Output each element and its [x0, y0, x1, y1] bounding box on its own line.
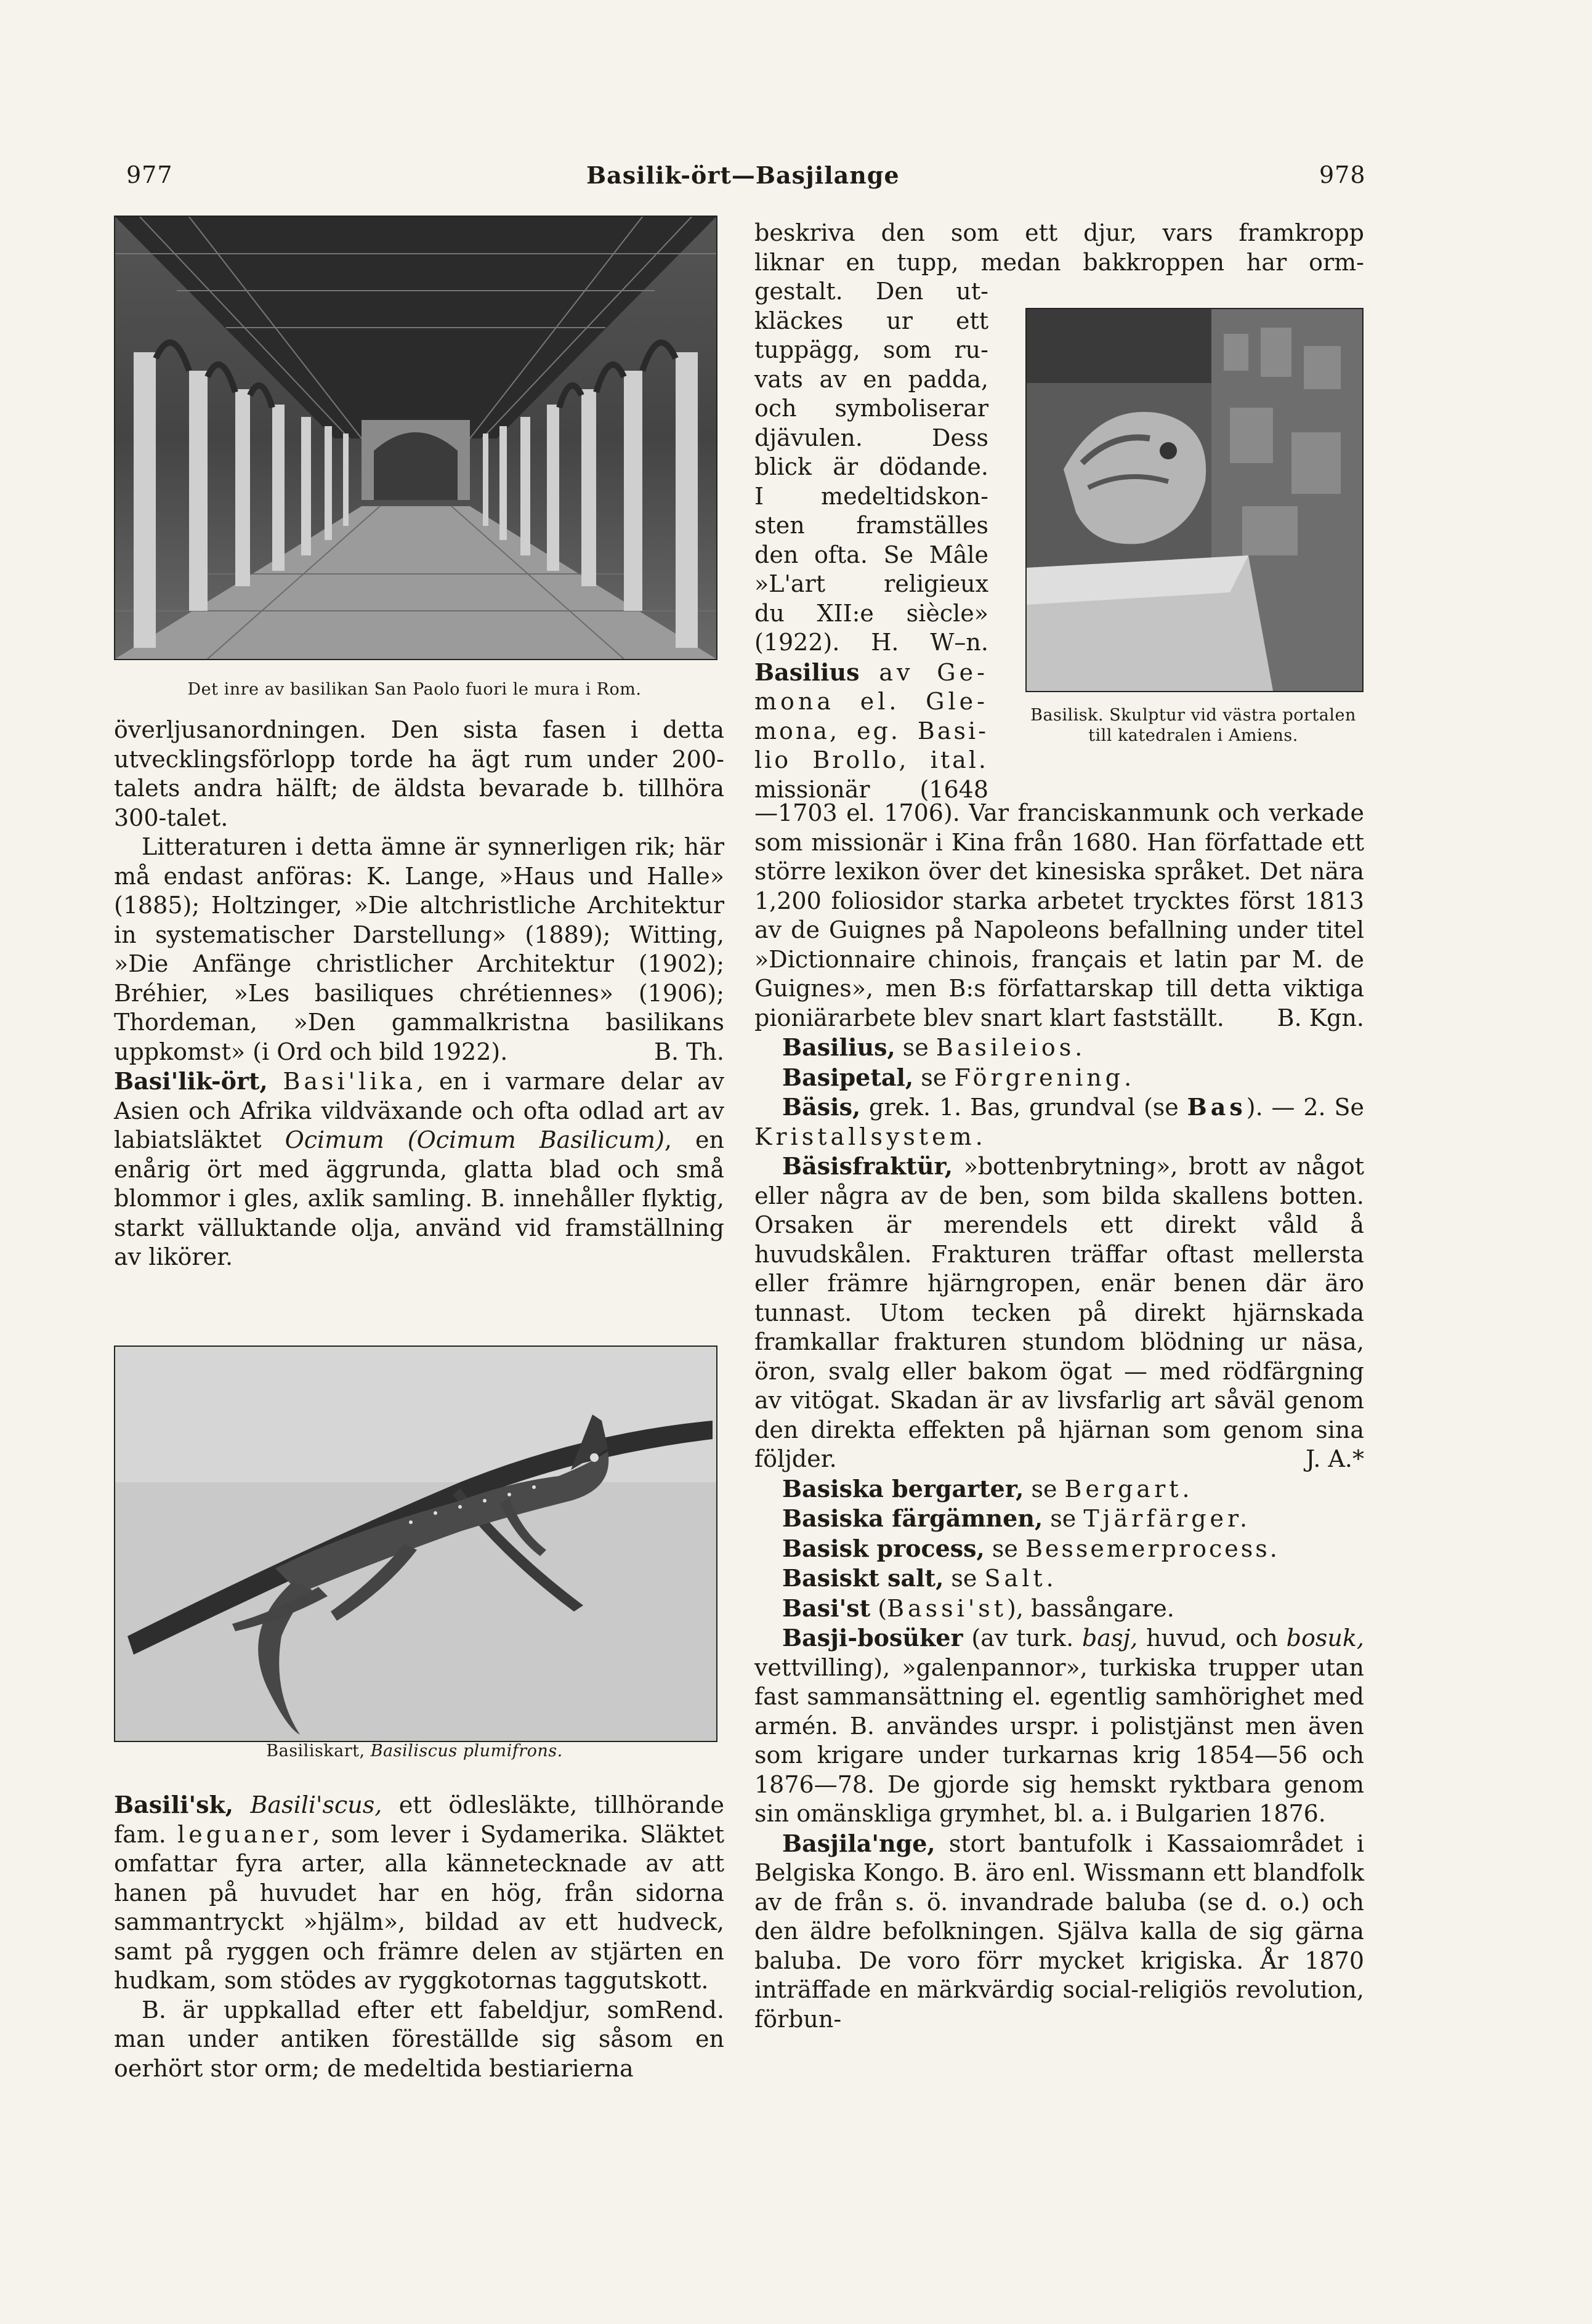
text-line: »L'art religieux [754, 570, 988, 597]
ref-bergart: Bergart. [1064, 1475, 1194, 1503]
literature-text: Litteraturen i detta ämne är synnerligen rik; här må endast anföras: K. Lange, »Haus und Halle» (1885); Holtzinger, »Die altchristliche Architektur in systematischer Darstellung» (1889); Witting, »Die Anfänge christlicher Architektur (1902); Bréhier, »Les basiliques chrétiennes» (1906); Thordeman, »Den gammalkristna basilikans uppkomst» (i Ord och bild 1922). [114, 833, 724, 1065]
basilica-photo [114, 216, 717, 660]
entry-text: se [1050, 1505, 1077, 1532]
synonym-bassist: Bassi'st [887, 1594, 1008, 1622]
genus-basiliscus: Basili'scus, [250, 1791, 382, 1818]
headword-basiska-bergarter: Basiska bergarter, [782, 1474, 1024, 1503]
text-line: lio Brollo, ital. [754, 746, 988, 773]
basiliscus-image [115, 1347, 716, 1741]
headword-basilik-ort: Basi'lik-ört, [114, 1067, 268, 1095]
entry-text: ), bassångare. [1007, 1594, 1174, 1622]
ref-tjarfarger: Tjärfärger. [1083, 1505, 1251, 1532]
page-number-left: 977 [126, 161, 173, 188]
text-line: liknar en tupp, medan bakkroppen har orm- [754, 248, 1364, 276]
right-column-top-lines [754, 219, 1364, 277]
entry-basiskt-salt [754, 1563, 1364, 1594]
text-line: sten framställes [754, 512, 988, 539]
turkish-word-bosuk: bosuk, [1286, 1624, 1364, 1652]
right-column-main [754, 799, 1364, 2034]
entry-text: grek. 1. Bas, grundval (se [869, 1094, 1179, 1121]
text-line: den ofta. Se Mâle [754, 541, 988, 568]
headword-basilius-2: Basilius, [782, 1033, 895, 1061]
ref-bas: Bas [1187, 1093, 1247, 1121]
text-line: av Ge- [879, 658, 988, 686]
entry-basisfraktur [754, 1152, 1364, 1474]
lizard-caption-label: Basiliskart, [266, 1741, 365, 1761]
headword-basiska-fargamnen: Basiska färgämnen, [782, 1504, 1043, 1532]
entry-basiska-fargamnen [754, 1504, 1364, 1534]
text-line: och symboliserar [754, 395, 988, 422]
basilica-caption: Det inre av basilikan San Paolo fuori le mura i Rom. [187, 680, 642, 699]
signature-rend: Rend. [655, 1996, 724, 2023]
ref-kristallsystem: Kristallsystem. [754, 1123, 987, 1150]
entry-text: ). — 2. Se [1246, 1094, 1364, 1121]
entry-text: se [902, 1034, 929, 1061]
entry-text: ett ödlesläkte, tillhörande fam. [114, 1791, 724, 1848]
text-line: I medeltidskon- [754, 482, 988, 510]
signature-ja: J. A.* [1306, 1445, 1364, 1472]
text-line: beskriva den som ett djur, vars framkropp [754, 219, 1364, 246]
basilisk-sculpture-image [1027, 309, 1362, 691]
entry-text: , en enårig ört med äggrunda, glatta blad och små blommor i gles, axlik samling. B. innehåller flyktig, starkt välluktande olja, använd vid framställning av likörer. [114, 1126, 724, 1270]
entry-basji-bosuker [754, 1623, 1364, 1829]
headword-basist: Basi'st [782, 1594, 871, 1622]
entry-text: se [921, 1063, 947, 1091]
ref-bessemerprocess: Bessemerprocess. [1025, 1535, 1280, 1562]
entry-basiska-bergarter [754, 1474, 1364, 1504]
entry-text: , en i varmare delar av Asien och Afrika vildväxande och ofta odlad art av labiatsläktet [114, 1068, 724, 1153]
entry-basipetal [754, 1063, 1364, 1093]
entry-text: huvud, och [1146, 1624, 1278, 1652]
ref-forgrening: Förgrening. [954, 1063, 1136, 1091]
entry-text: se [951, 1565, 977, 1592]
basilica-interior-image [115, 217, 716, 659]
text-line: (1922). H. W–n. [754, 629, 988, 656]
entry-text: —1703 el. 1706). Var franciskanmunk och verkade som missionär i Kina från 1680. Han författade ett större lexikon över det kinesiska språket. Det nära 1,200 foliosidor starka arbetet trycktes först 1813 av de Guignes på Napoleons befallning under titel »Dictionnaire chinois, français et latin par M. de Guignes», men B:s författarskap till detta viktiga pioniärarbete blev snart klart fastställt. [754, 799, 1364, 1031]
entry-text: stort bantufolk i Kassaiområdet i Belgiska Kongo. B. äro enl. Wissmann ett blandfolk av de från s. ö. invandrade baluba (se d. o.) och den äldre befolkningen. Själva kalla de sig gärna baluba. De voro förr mycket krigiska. År 1870 inträffade en märkvärdig social-religiös revolution, förbun- [754, 1830, 1364, 2033]
sculpture-caption: Basilisk. Skulptur vid västra portalen till katedralen i Amiens. [1030, 706, 1356, 745]
signature-bkgn: B. Kgn. [1277, 1004, 1364, 1031]
running-title: Basilik-ört—Basjilange [586, 161, 900, 189]
entry-basis [754, 1092, 1364, 1152]
left-column-text-bottom [114, 1790, 724, 2083]
page-number-right: 978 [1319, 161, 1366, 188]
headword-basis: Bäsis, [782, 1093, 861, 1121]
entry-basilius-2 [754, 1033, 1364, 1063]
species-ocimum-basilicum: (Ocimum Basilicum) [407, 1126, 665, 1153]
entry-text: se [1031, 1475, 1057, 1503]
lizard-caption [114, 1741, 715, 1761]
entry-text: , som lever i Sydamerika. Släktet omfattar fyra arter, alla kännetecknade av att hanen på huvudet har en hög, från sidorna sammantryckt »hjälm», bildad av ett hudveck, samt på ryggen och främre delen av stjärten en hudkam, som stödes av ryggkotornas taggutskott. [114, 1820, 724, 1994]
synonym-basilika: Basi'lika [283, 1068, 417, 1095]
headword-basilisk: Basili'sk, [114, 1791, 234, 1818]
genus-ocimum: Ocimum [285, 1126, 384, 1153]
headword-basisfraktur: Bäsisfraktür, [782, 1152, 953, 1180]
text-line: vats av en padda, [754, 365, 988, 393]
headword-basilius: Basilius [754, 658, 860, 686]
headword-basisk-process: Basisk process, [782, 1534, 985, 1562]
entry-text: (av turk. [971, 1624, 1074, 1652]
entry-text: ( [878, 1594, 887, 1622]
text-line: gestalt. Den ut- [754, 278, 988, 305]
entry-basilisk [114, 1790, 724, 2023]
text-line: mona, eg. Basi- [754, 717, 988, 744]
text-line: mona el. Gle- [754, 688, 988, 715]
entry-text: »bottenbrytning», brott av något eller några av de ben, som bilda skallens botten. Orsaken är merendels ett direkt våld å huvudskålen. Frakturen träffar oftast mellersta eller främre hjärngropen, enär benen där äro tunnast. Utom tecken på direkt hjärnskada framkallar frakturen stundom blödning ur näsa, öron, svalg eller bakom ögat — med rödfärgning av vitögat. Skadan är av livsfarlig art såväl genom den direkta effekten på hjärnan som genom sina följder. [754, 1153, 1364, 1472]
text-line: du XII:e siècle» [754, 599, 988, 627]
ref-leguaner: leguaner [177, 1820, 313, 1848]
right-column-narrow [754, 277, 988, 804]
left-column-text-top [114, 716, 724, 1272]
headword-basiskt-salt: Basiskt salt, [782, 1564, 944, 1592]
entry-basisk-process [754, 1534, 1364, 1564]
ref-basileios: Basileios. [935, 1034, 1086, 1061]
headword-basji-bosuker: Basji-bosüker [782, 1624, 963, 1652]
entry-text: se [992, 1535, 1018, 1562]
entry-basist [754, 1594, 1364, 1624]
text-line: tuppägg, som ru- [754, 336, 988, 363]
entry-basilius-line [754, 658, 988, 688]
text-line: blick är dödande. [754, 453, 988, 480]
paragraph-fabeldjur: B. är uppkallad efter ett fabeldjur, som man under antiken föreställde sig såsom en oerhört stor orm; de medeltida bestiarierna [114, 1996, 724, 2082]
paragraph-basilica-end: överljusanordningen. Den sista fasen i detta utvecklingsförlopp torde ha ägt rum under 200-talets andra hälft; de äldsta bevarade b. tillhöra 300-talet. [114, 716, 724, 831]
ref-salt: Salt. [984, 1565, 1057, 1592]
headword-basipetal: Basipetal, [782, 1063, 914, 1091]
text-line: kläckes ur ett [754, 307, 988, 334]
sculpture-photo [1025, 308, 1364, 692]
text-line: missionär (1648 [754, 775, 988, 803]
text-line: djävulen. Dess [754, 424, 988, 451]
headword-basjilange: Basjila'nge, [782, 1829, 935, 1857]
entry-basjilange [754, 1829, 1364, 2035]
entry-basilius-cont [754, 799, 1364, 1033]
signature-bth: B. Th. [654, 1038, 724, 1065]
turkish-word-basj: basj, [1081, 1624, 1138, 1652]
entry-basilik-ort [114, 1067, 724, 1272]
lizard-photo [114, 1346, 717, 1742]
entry-text: vettvilling), »galenpannor», turkiska trupper utan fast sammansättning el. egentlig samhörighet med armén. B. användes urspr. i polistjänst men även som krigare under turkarnas krig 1854—56 och 1876—78. De gjorde sig hemskt ryktbara genom sin omänskliga grymhet, bl. a. i Bulgarien 1876. [754, 1653, 1364, 1827]
paragraph-literature [114, 833, 724, 1067]
lizard-caption-species: Basiliscus plumifrons. [370, 1741, 563, 1761]
